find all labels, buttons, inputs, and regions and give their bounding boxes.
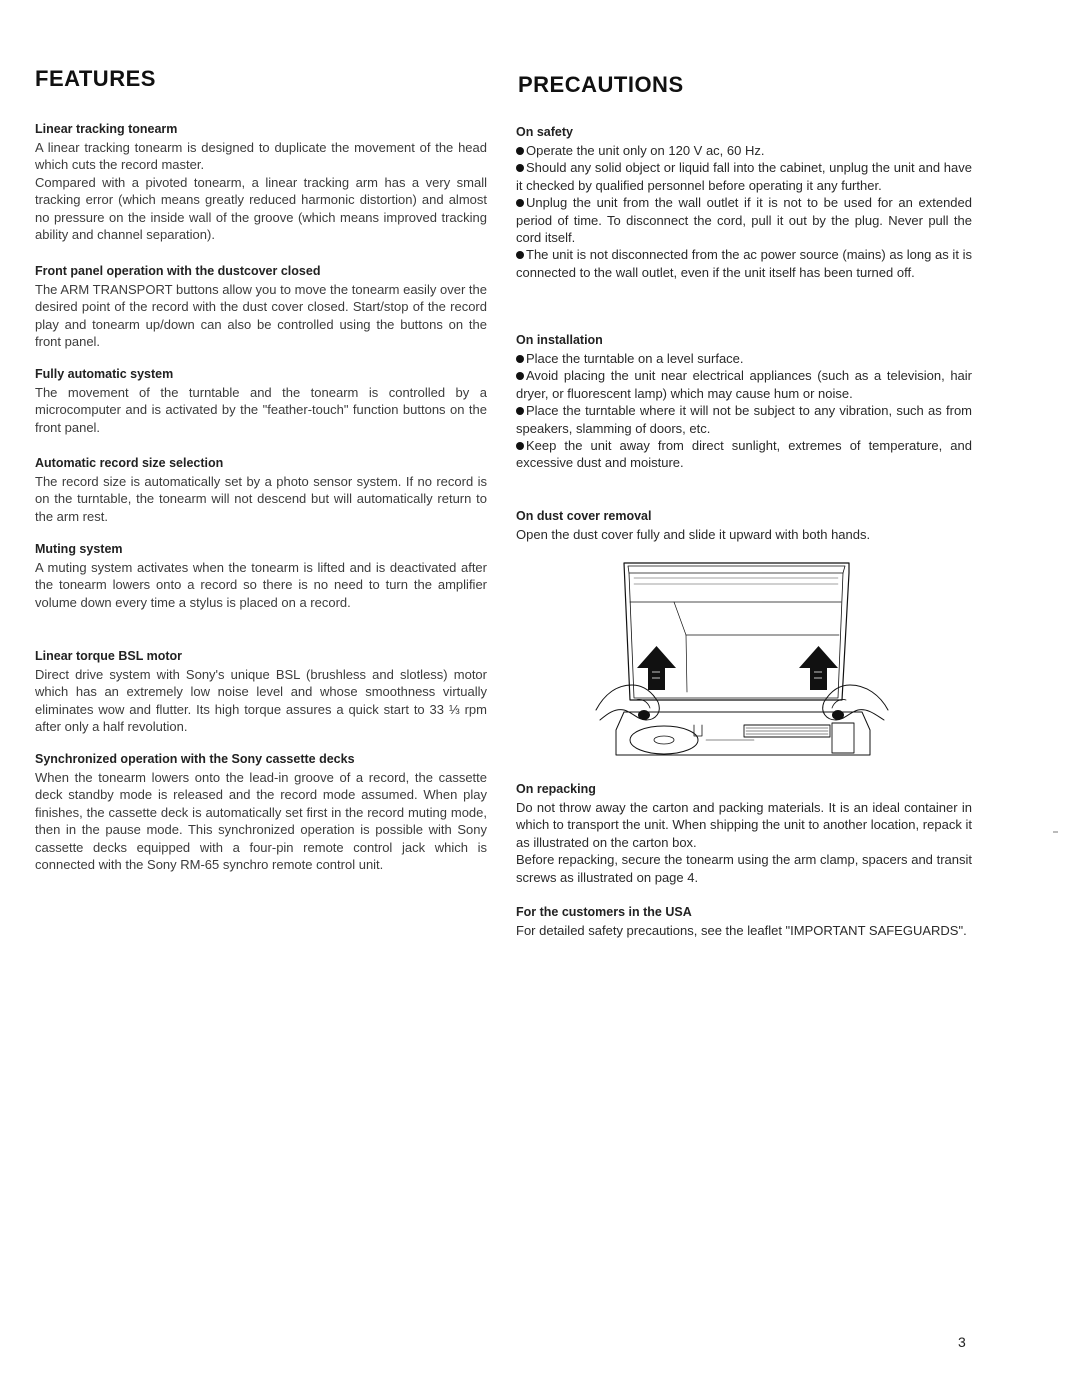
section-text: For detailed safety precautions, see the leaflet "IMPORTANT SAFEGUARDS".	[516, 923, 967, 938]
section-title: On safety	[516, 125, 573, 139]
bullet-item: Operate the unit only on 120 V ac, 60 Hz.	[516, 142, 972, 159]
precaution-dust-cover	[516, 509, 972, 543]
scan-speck	[1053, 831, 1058, 833]
dust-cover-removal-illustration	[594, 560, 890, 768]
section-title: On installation	[516, 333, 603, 347]
section-title: On dust cover removal	[516, 509, 652, 523]
features-heading: FEATURES	[35, 66, 156, 91]
section-text: A muting system activates when the tonearm is lifted and is deactivated after the tonearm lowers onto a record so there is no need to turn the amplifier volume down every time a stylus is placed on a record.	[35, 560, 487, 610]
section-text: The ARM TRANSPORT buttons allow you to move the tonearm easily over the desired point of the record with the dust cover closed. Start/stop of the record play and tonearm up/down can also be controlled using the buttons on the front panel.	[35, 282, 487, 350]
section-text: Direct drive system with Sony's unique BSL (brushless and slotless) motor which has an extremely low noise level and whose smoothness virtually eliminates wow and flutter. Its high torque assures a quick start to 33 ⅓ rpm after only a half revolution.	[35, 667, 487, 735]
section-title: Fully automatic system	[35, 367, 174, 381]
section-title: On repacking	[516, 782, 596, 796]
section-title: Front panel operation with the dustcover closed	[35, 264, 321, 278]
bullet-icon	[516, 372, 524, 380]
page-number: 3	[958, 1334, 966, 1350]
feature-automatic-system	[35, 367, 487, 436]
section-text: The record size is automatically set by a photo sensor system. If no record is on the turntable, the tonearm will not descend but will automatically return to the arm rest.	[35, 474, 487, 524]
feature-muting	[35, 542, 487, 611]
bullet-item: Unplug the unit from the wall outlet if it is not to be used for an extended period of time. To disconnect the cord, pull it out by the plug. Never pull the cord itself.	[516, 195, 972, 246]
bullet-icon	[516, 407, 524, 415]
section-title: Synchronized operation with the Sony cassette decks	[35, 752, 355, 766]
precautions-heading: PRECAUTIONS	[518, 72, 684, 97]
bullet-item: Place the turntable where it will not be subject to any vibration, such as from speakers, slamming of doors, etc.	[516, 403, 972, 436]
bullet-item: Avoid placing the unit near electrical appliances (such as a television, hair dryer, or fluorescent lamp) which may cause hum or noise.	[516, 368, 972, 401]
bullet-icon	[516, 355, 524, 363]
section-text: Before repacking, secure the tonearm using the arm clamp, spacers and transit screws as illustrated on page 4.	[516, 852, 972, 885]
section-text: A linear tracking tonearm is designed to duplicate the movement of the head which cuts the record master.	[35, 140, 487, 173]
bullet-icon	[516, 251, 524, 259]
bullet-item: The unit is not disconnected from the ac power source (mains) as long as it is connected to the wall outlet, even if the unit itself has been turned off.	[516, 247, 972, 280]
bullet-icon	[516, 147, 524, 155]
feature-front-panel	[35, 264, 487, 351]
feature-record-size	[35, 456, 487, 525]
section-text: Open the dust cover fully and slide it upward with both hands.	[516, 527, 871, 542]
section-title: Automatic record size selection	[35, 456, 224, 470]
precaution-repacking	[516, 782, 972, 886]
bullet-icon	[516, 199, 524, 207]
bullet-item: Place the turntable on a level surface.	[516, 350, 972, 367]
bullet-item: Should any solid object or liquid fall into the cabinet, unplug the unit and have it checked by qualified personnel before operating it any further.	[516, 160, 972, 193]
feature-linear-tracking	[35, 122, 487, 243]
precaution-usa	[516, 905, 972, 939]
section-title: Muting system	[35, 542, 123, 556]
bullet-item: Keep the unit away from direct sunlight, extremes of temperature, and excessive dust and moisture.	[516, 438, 972, 471]
section-title: Linear torque BSL motor	[35, 649, 183, 663]
bullet-icon	[516, 442, 524, 450]
section-text: Compared with a pivoted tonearm, a linear tracking arm has a very small tracking error (which means greatly reduced harmonic distortion) and almost no pressure on the inside wall of the groove (which means improved tracking ability and channel separation).	[35, 174, 487, 243]
bullet-icon	[516, 164, 524, 172]
section-text: The movement of the turntable and the tonearm is controlled by a microcomputer and is activated by the "feather-touch" function buttons on the front panel.	[35, 385, 487, 435]
feature-cassette-sync	[35, 752, 487, 873]
section-text: Do not throw away the carton and packing materials. It is an ideal container in which to transport the unit. When shipping the unit to another location, repack it as illustrated on the carton box.	[516, 800, 972, 850]
precaution-safety	[516, 125, 972, 281]
section-text: When the tonearm lowers onto the lead-in groove of a record, the cassette deck standby mode is released and the record mode assumed. When play finishes, the cassette deck is automatically set first in the record muting mode, then in the pause mode. This synchronized operation is possible with Sony cassette decks equipped with a four-pin remote control jack which is connected with the Sony RM-65 synchro remote control unit.	[35, 770, 487, 873]
feature-bsl-motor	[35, 649, 487, 736]
section-title: Linear tracking tonearm	[35, 122, 178, 136]
section-title: For the customers in the USA	[516, 905, 692, 919]
precaution-installation	[516, 333, 972, 472]
